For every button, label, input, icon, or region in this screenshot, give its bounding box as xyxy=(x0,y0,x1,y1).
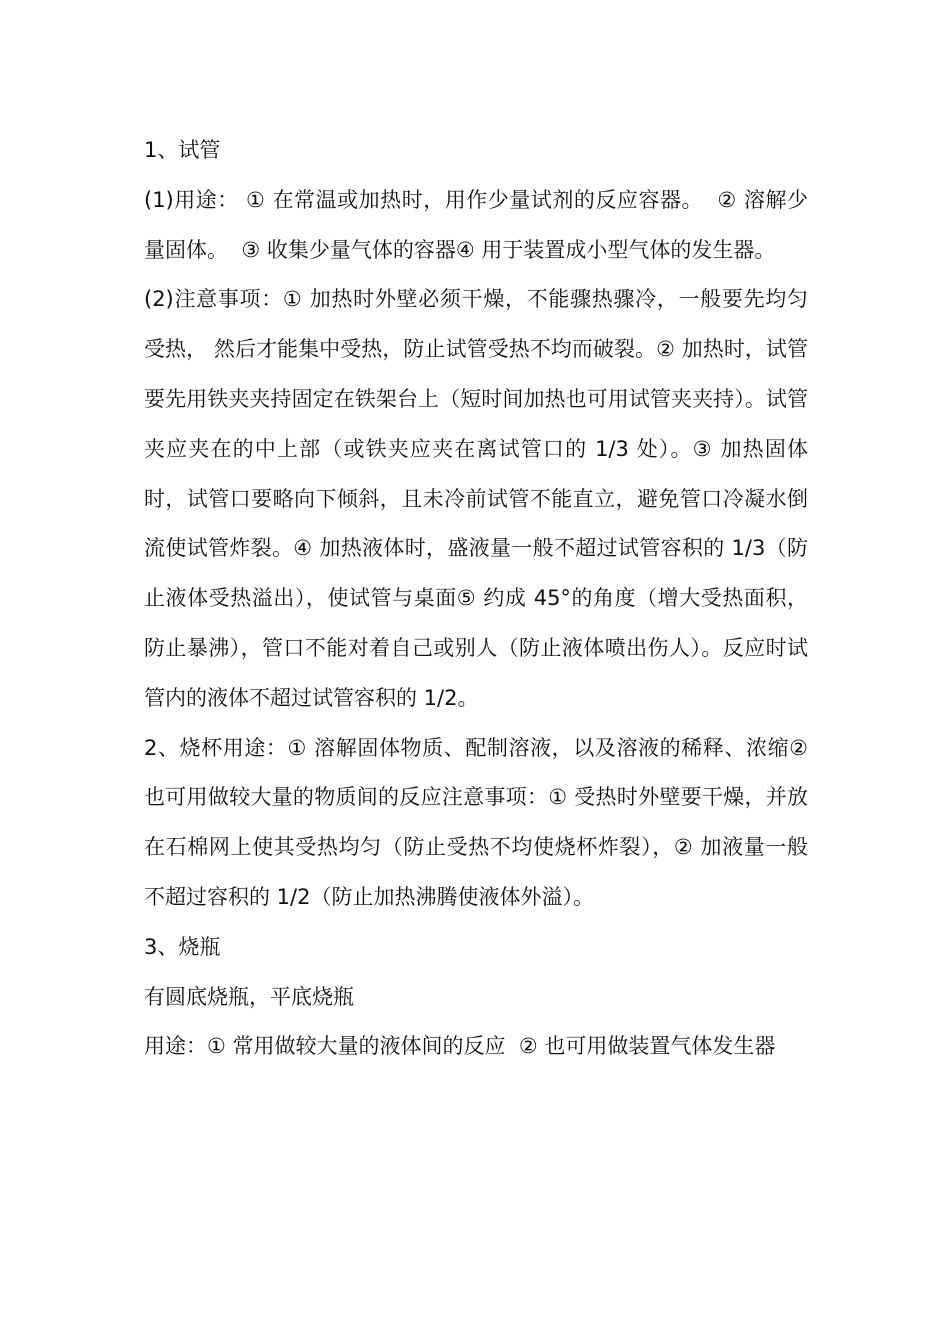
heading-test-tube: 1、试管 xyxy=(144,138,221,162)
document-body xyxy=(144,126,815,1072)
paragraph-beaker: 2、烧杯用途：① 溶解固体物质、配制溶液，以及溶液的稀释、浓缩② 也可用做较大量的物质间的反应注意事项：① 受热时外壁要干燥，并放在石棉网上使其受热均匀（防止受热不均使烧杯炸裂），② 加液量一般不超过容积的 1/2（防止加热沸腾使液体外溢）。 xyxy=(144,735,815,909)
paragraph-test-tube-precautions: (2)注意事项：① 加热时外壁必须干燥，不能骤热骤冷，一般要先均匀受热， 然后才能集中受热，防止试管受热不均而破裂。② 加热时，试管要先用铁夹夹持固定在铁架台上（短时间加热也可用试管夹夹持）。试管夹应夹在的中上部（或铁夹应夹在离试管口的 1/3 处）。③ 加热固体时，试管口要略向下倾斜，且未冷前试管不能直立，避免管口冷凝水倒流使试管炸裂。④ 加热液体时，盛液量一般不超过试管容积的 1/3（防止液体受热溢出），使试管与桌面⑤ 约成 45°的角度（增大受热面积，防止暴沸），管口不能对着自己或别人（防止液体喷出伤人）。反应时试管内的液体不超过试管容积的 1/2。 xyxy=(144,287,808,710)
paragraph-test-tube-uses: (1)用途： ① 在常温或加热时，用作少量试剂的反应容器。 ② 溶解少量固体。 ③ 收集少量气体的容器④ 用于装置成小型气体的发生器。 xyxy=(144,187,808,262)
paragraph-flask-uses: 用途：① 常用做较大量的液体间的反应 ② 也可用做装置气体发生器 xyxy=(144,1034,776,1059)
paragraph-flask-types: 有圆底烧瓶，平底烧瓶 xyxy=(144,984,354,1009)
heading-flask: 3、烧瓶 xyxy=(144,934,221,959)
